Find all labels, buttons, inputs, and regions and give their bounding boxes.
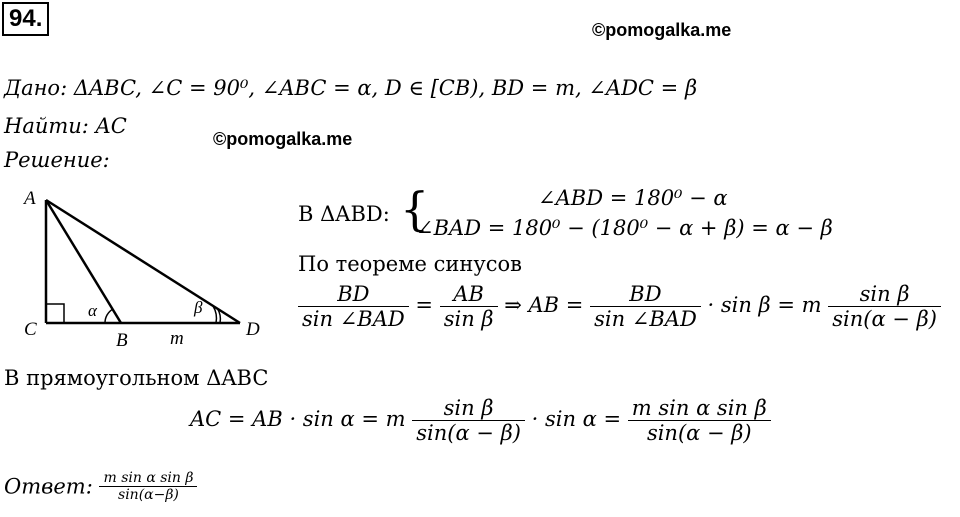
implies-ab: ⇒ AB =: [504, 293, 584, 317]
fraction-bd-sin-bad: $\frac{BD}{\text{sin ∠BAD}}$: [298, 282, 409, 331]
given-line: [4, 76, 697, 100]
fraction-ab-sin-beta: $\frac{AB}{\text{sin β}}$: [440, 282, 498, 331]
given-text: : ΔABC, ∠C = 90⁰, ∠ABC = α, D ∈ [CB), BD = m, ∠ADC = β: [60, 76, 698, 100]
fraction-bd-sin-bad-2: $\frac{BD}{\text{sin ∠BAD}}$: [590, 282, 701, 331]
side-AD: [46, 200, 240, 323]
times-sin-beta: · sin β = m: [707, 293, 822, 317]
find-label: Найти: [4, 114, 82, 138]
label-B: B: [116, 330, 128, 351]
system-brace: {: [400, 182, 430, 236]
sine-theorem-heading: По теореме синусов: [298, 252, 522, 276]
abd-line-2: ∠BAD = 180⁰ − (180⁰ − α + β) = α − β: [416, 216, 833, 240]
label-alpha: α: [88, 301, 97, 320]
given-label: Дано: [4, 76, 61, 100]
abd-prefix: В ΔABD:: [298, 202, 390, 226]
answer-line: [4, 470, 197, 503]
find-line: [4, 114, 127, 138]
fraction-result: $\frac{\text{m sin α sin β}}{\sin(\alpha - \beta)}$: [628, 396, 771, 445]
abd-line-1: ∠ABD = 180⁰ − α: [538, 186, 728, 210]
fraction-sin-beta-sin-diff: $\frac{\text{sin β}}{\sin(\alpha - \beta)}$: [828, 282, 941, 331]
watermark-top: ©pomogalka.me: [592, 20, 732, 40]
label-A: A: [24, 188, 36, 209]
equals-sign: =: [415, 293, 434, 317]
answer-label: Ответ:: [4, 474, 93, 499]
right-triangle-heading: В прямоугольном ΔABC: [4, 366, 269, 390]
alpha-arc: [105, 309, 113, 323]
label-beta: β: [194, 298, 203, 317]
watermark-middle: ©pomogalka.me: [213, 129, 353, 149]
label-D: D: [246, 319, 260, 340]
times-sin-alpha: · sin α =: [531, 407, 622, 431]
ac-equation: [190, 396, 771, 445]
label-m: m: [170, 328, 184, 349]
label-C: C: [24, 319, 37, 340]
triangle-figure: [18, 186, 273, 352]
answer-fraction: $\frac{\text{m sin α sin β}}{\sin(\alpha-\beta)}$: [99, 470, 197, 503]
right-angle-mark: [46, 304, 64, 323]
sine-theorem-equation: [298, 282, 941, 331]
fraction-sin-beta: $\frac{\text{sin β}}{\sin(\alpha - \beta)}$: [412, 396, 525, 445]
problem-number: 94.: [2, 2, 49, 36]
solution-label: Решение:: [4, 148, 110, 172]
ac-lhs: AC = AB · sin α = m: [190, 407, 406, 431]
find-text: : AC: [81, 114, 127, 138]
